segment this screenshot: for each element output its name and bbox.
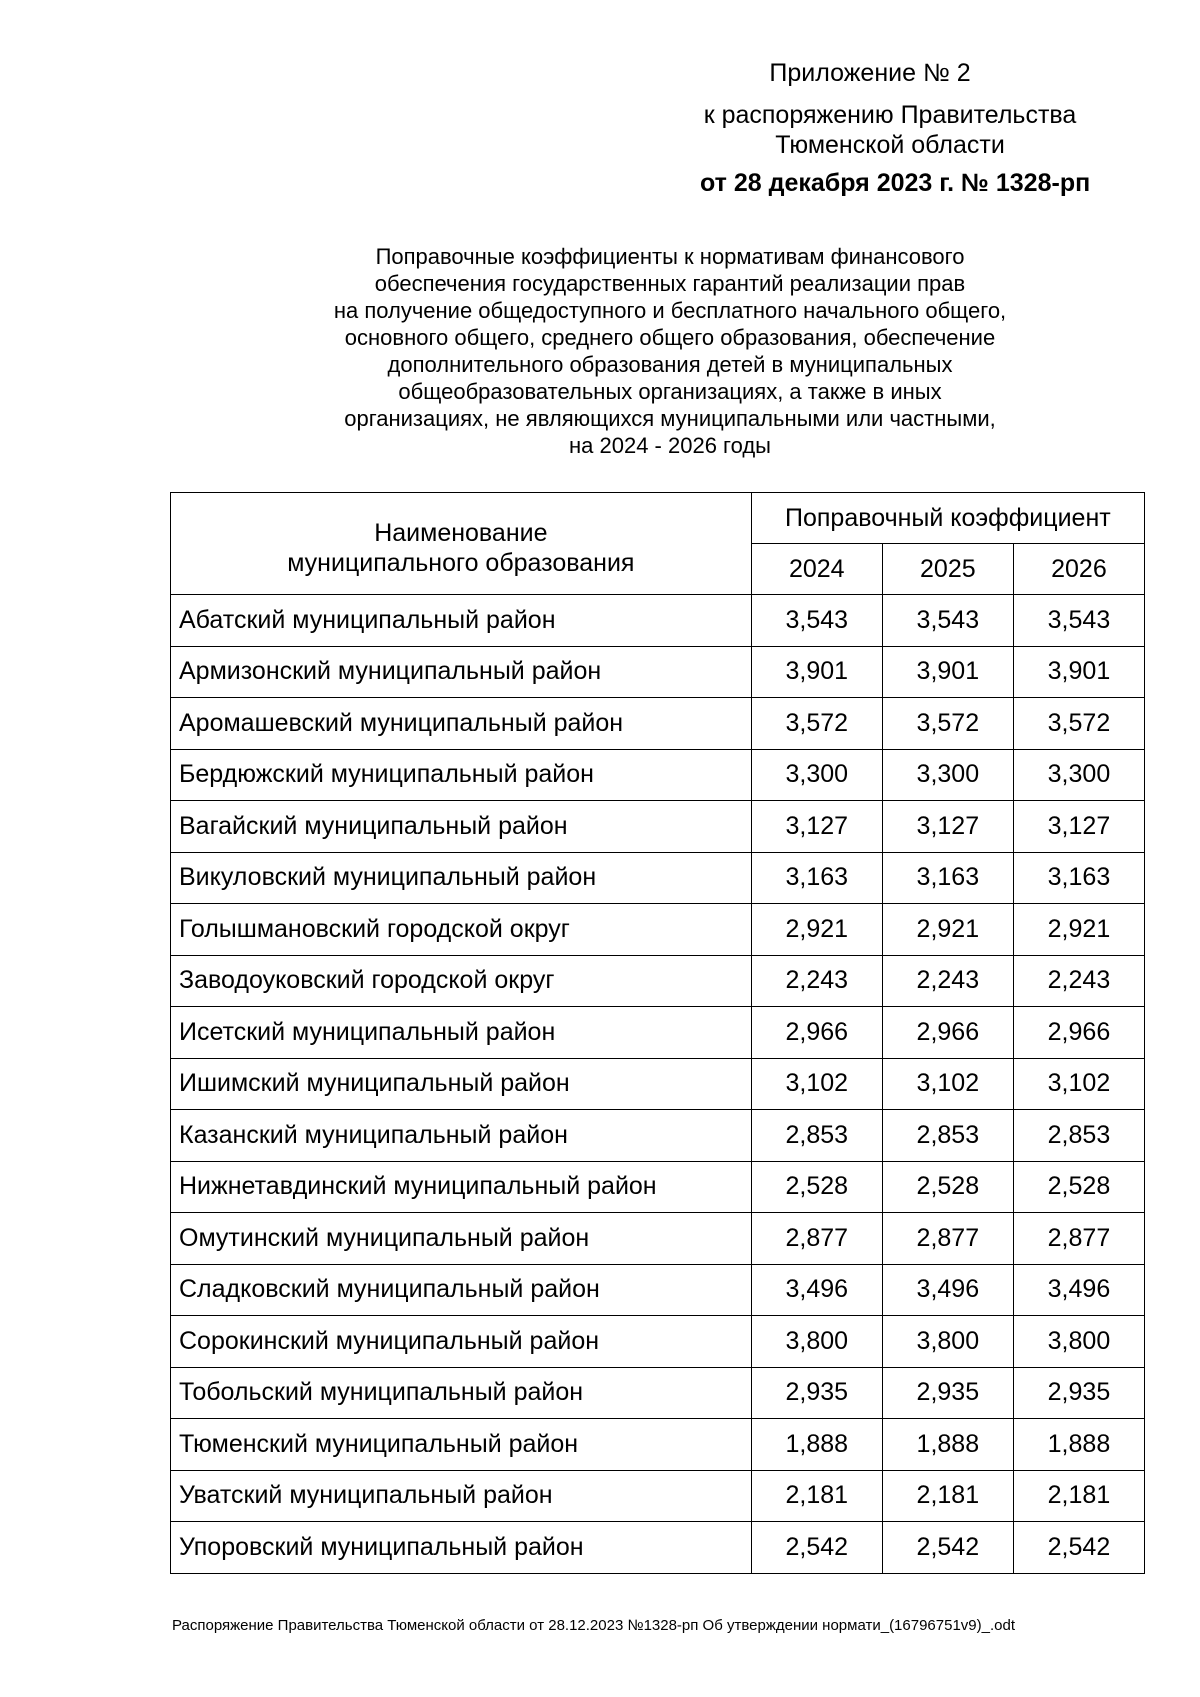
- coefficient-cell-2025: 2,542: [882, 1522, 1013, 1574]
- municipality-name-cell: Упоровский муниципальный район: [171, 1522, 752, 1574]
- coefficient-cell-2024: 3,572: [751, 698, 882, 750]
- table-row: [171, 646, 1145, 698]
- coefficient-cell-2024: 2,877: [751, 1213, 882, 1265]
- coefficient-cell-2024: 2,966: [751, 1007, 882, 1059]
- coefficient-cell-2025: 3,901: [882, 646, 1013, 698]
- coefficient-cell-2024: 3,102: [751, 1058, 882, 1110]
- coefficient-cell-2026: 2,935: [1013, 1367, 1144, 1419]
- coefficient-cell-2024: 2,542: [751, 1522, 882, 1574]
- table-body: [171, 595, 1145, 1574]
- table-row: [171, 852, 1145, 904]
- table-row: [171, 904, 1145, 956]
- table-row: [171, 1161, 1145, 1213]
- coefficient-cell-2024: 3,163: [751, 852, 882, 904]
- coefficient-cell-2026: 2,877: [1013, 1213, 1144, 1265]
- year-header-2025: 2025: [882, 544, 1013, 595]
- coefficient-cell-2025: 3,496: [882, 1264, 1013, 1316]
- municipality-name-cell: Казанский муниципальный район: [171, 1110, 752, 1162]
- coefficient-cell-2026: 2,243: [1013, 955, 1144, 1007]
- coefficient-cell-2024: 3,800: [751, 1316, 882, 1368]
- coefficient-cell-2024: 2,181: [751, 1470, 882, 1522]
- coefficient-cell-2026: 3,163: [1013, 852, 1144, 904]
- table-row: [171, 1470, 1145, 1522]
- coefficient-cell-2025: 3,127: [882, 801, 1013, 853]
- coefficient-cell-2025: 3,572: [882, 698, 1013, 750]
- order-date: от 28 декабря 2023 г. № 1328-рп: [700, 169, 1091, 197]
- coefficient-cell-2025: 2,966: [882, 1007, 1013, 1059]
- coefficient-cell-2026: 2,181: [1013, 1470, 1144, 1522]
- coefficient-cell-2024: 2,528: [751, 1161, 882, 1213]
- table-row: [171, 1522, 1145, 1574]
- coefficient-cell-2024: 1,888: [751, 1419, 882, 1471]
- coefficient-cell-2026: 1,888: [1013, 1419, 1144, 1471]
- municipality-name-cell: Тюменский муниципальный район: [171, 1419, 752, 1471]
- coefficient-cell-2026: 3,127: [1013, 801, 1144, 853]
- coefficients-table: [170, 492, 1145, 1574]
- coefficient-cell-2026: 2,921: [1013, 904, 1144, 956]
- table-row: [171, 801, 1145, 853]
- coefficient-cell-2024: 2,935: [751, 1367, 882, 1419]
- table-row: [171, 1110, 1145, 1162]
- table-row: [171, 955, 1145, 1007]
- name-header-line: муниципального образования: [287, 549, 635, 577]
- table-header-row: [171, 493, 1145, 544]
- annex-number: Приложение № 2: [769, 59, 971, 87]
- coefficient-cell-2025: 2,921: [882, 904, 1013, 956]
- title-line: на 2024 - 2026 годы: [569, 433, 771, 458]
- coefficient-cell-2025: 2,181: [882, 1470, 1013, 1522]
- title-line: организациях, не являющихся муниципальными или частными,: [344, 406, 996, 431]
- municipality-name-cell: Армизонский муниципальный район: [171, 646, 752, 698]
- document-title: [250, 243, 1090, 459]
- table-row: [171, 1367, 1145, 1419]
- title-line: Поправочные коэффициенты к нормативам финансового: [375, 244, 965, 269]
- title-line: на получение общедоступного и бесплатного начального общего,: [333, 298, 1007, 323]
- title-line: дополнительного образования детей в муниципальных: [387, 352, 953, 377]
- coefficient-cell-2025: 2,877: [882, 1213, 1013, 1265]
- municipality-name-cell: Викуловский муниципальный район: [171, 852, 752, 904]
- municipality-name-cell: Исетский муниципальный район: [171, 1007, 752, 1059]
- coefficient-column-header: Поправочный коэффициент: [751, 493, 1144, 544]
- municipality-name-cell: Сладковский муниципальный район: [171, 1264, 752, 1316]
- table-row: [171, 1316, 1145, 1368]
- coefficient-cell-2026: 2,966: [1013, 1007, 1144, 1059]
- municipality-name-cell: Абатский муниципальный район: [171, 595, 752, 647]
- coefficient-cell-2025: 3,300: [882, 749, 1013, 801]
- municipality-name-cell: Вагайский муниципальный район: [171, 801, 752, 853]
- municipality-name-cell: Сорокинский муниципальный район: [171, 1316, 752, 1368]
- coefficient-cell-2024: 3,127: [751, 801, 882, 853]
- name-header-line: Наименование: [374, 519, 548, 547]
- coefficient-cell-2026: 2,853: [1013, 1110, 1144, 1162]
- coefficient-cell-2025: 2,935: [882, 1367, 1013, 1419]
- table-row: [171, 595, 1145, 647]
- annex-header: [660, 58, 1140, 160]
- coefficient-cell-2024: 2,921: [751, 904, 882, 956]
- municipality-name-cell: Бердюжский муниципальный район: [171, 749, 752, 801]
- title-line: обеспечения государственных гарантий реализации прав: [374, 271, 966, 296]
- coefficient-cell-2026: 2,542: [1013, 1522, 1144, 1574]
- coefficient-cell-2024: 3,300: [751, 749, 882, 801]
- coefficient-cell-2024: 3,901: [751, 646, 882, 698]
- table-row: [171, 1007, 1145, 1059]
- title-line: основного общего, среднего общего образования, обеспечение: [344, 325, 996, 350]
- coefficient-cell-2025: 3,800: [882, 1316, 1013, 1368]
- table-row: [171, 1264, 1145, 1316]
- municipality-name-cell: Заводоуковский городской округ: [171, 955, 752, 1007]
- coefficient-cell-2024: 2,853: [751, 1110, 882, 1162]
- coefficient-cell-2024: 2,243: [751, 955, 882, 1007]
- municipality-name-cell: Нижнетавдинский муниципальный район: [171, 1161, 752, 1213]
- order-reference: [660, 100, 1120, 160]
- table-row: [171, 1419, 1145, 1471]
- coefficient-cell-2024: 3,496: [751, 1264, 882, 1316]
- coefficient-cell-2026: 3,496: [1013, 1264, 1144, 1316]
- year-header-2024: 2024: [751, 544, 882, 595]
- year-header-2026: 2026: [1013, 544, 1144, 595]
- coefficient-cell-2025: 2,528: [882, 1161, 1013, 1213]
- coefficient-cell-2025: 1,888: [882, 1419, 1013, 1471]
- name-column-header: [171, 493, 752, 595]
- coefficient-cell-2025: 3,102: [882, 1058, 1013, 1110]
- title-line: общеобразовательных организациях, а также в иных: [398, 379, 942, 404]
- footer-note: Распоряжение Правительства Тюменской области от 28.12.2023 №1328-рп Об утверждении нормати_(16796751v9)_.odt: [172, 1617, 1015, 1634]
- coefficient-cell-2026: 3,543: [1013, 595, 1144, 647]
- coefficient-cell-2026: 2,528: [1013, 1161, 1144, 1213]
- coefficient-cell-2026: 3,901: [1013, 646, 1144, 698]
- municipality-name-cell: Тобольский муниципальный район: [171, 1367, 752, 1419]
- coefficient-cell-2026: 3,102: [1013, 1058, 1144, 1110]
- order-reference-line: Тюменской области: [775, 131, 1005, 159]
- municipality-name-cell: Аромашевский муниципальный район: [171, 698, 752, 750]
- coefficient-cell-2025: 3,543: [882, 595, 1013, 647]
- table-row: [171, 1058, 1145, 1110]
- coefficient-cell-2026: 3,800: [1013, 1316, 1144, 1368]
- municipality-name-cell: Ишимский муниципальный район: [171, 1058, 752, 1110]
- coefficient-cell-2025: 2,853: [882, 1110, 1013, 1162]
- coefficient-cell-2025: 3,163: [882, 852, 1013, 904]
- coefficient-cell-2026: 3,572: [1013, 698, 1144, 750]
- coefficient-cell-2024: 3,543: [751, 595, 882, 647]
- coefficient-cell-2026: 3,300: [1013, 749, 1144, 801]
- municipality-name-cell: Омутинский муниципальный район: [171, 1213, 752, 1265]
- municipality-name-cell: Голышмановский городской округ: [171, 904, 752, 956]
- table-row: [171, 749, 1145, 801]
- table-row: [171, 1213, 1145, 1265]
- table-row: [171, 698, 1145, 750]
- municipality-name-cell: Уватский муниципальный район: [171, 1470, 752, 1522]
- order-reference-line: к распоряжению Правительства: [703, 101, 1077, 129]
- coefficient-cell-2025: 2,243: [882, 955, 1013, 1007]
